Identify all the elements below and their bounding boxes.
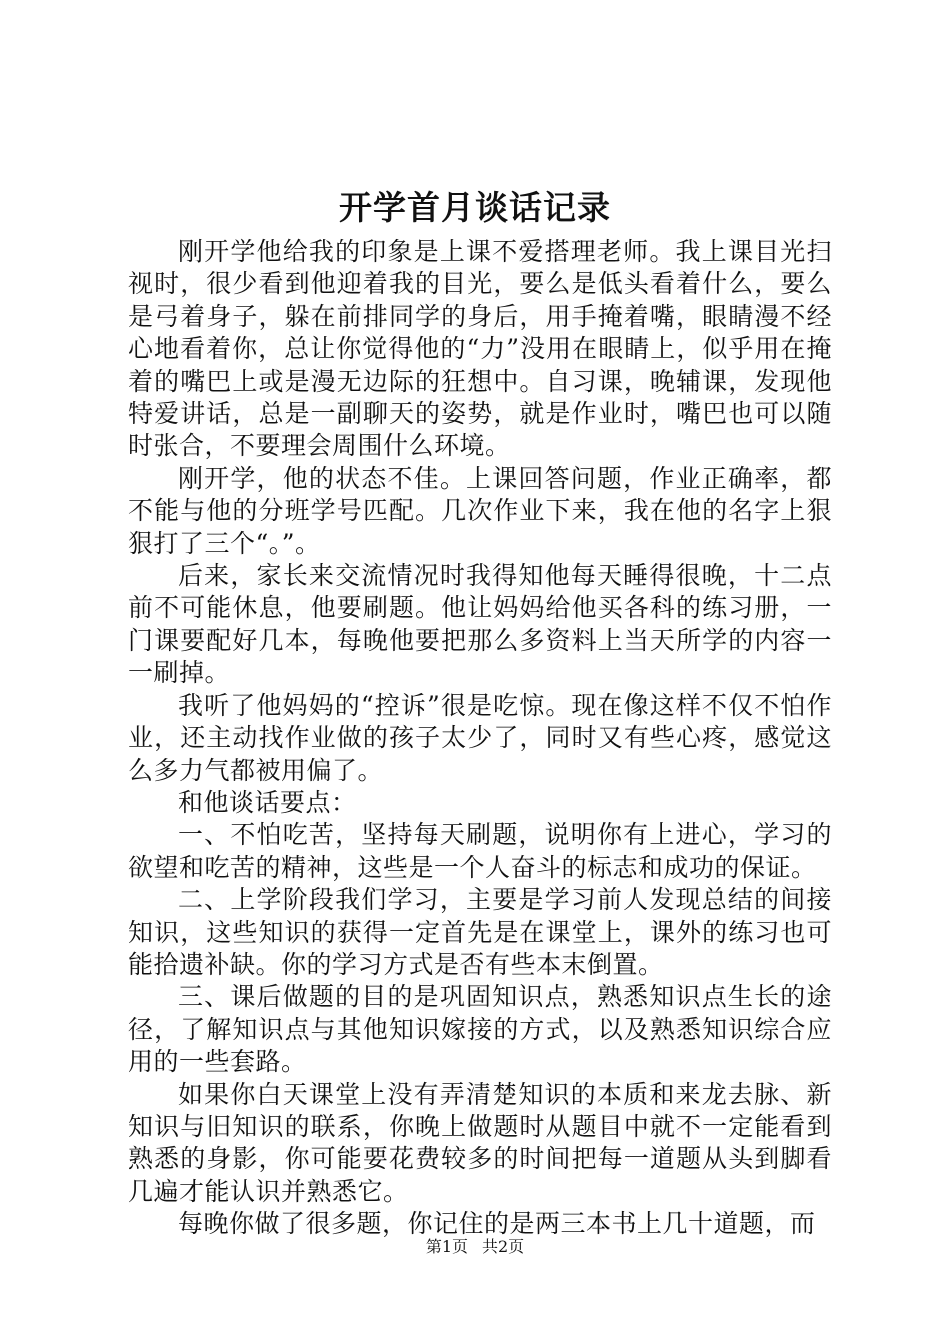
document-body: [128, 236, 832, 1241]
page-number: 第1页: [425, 1237, 468, 1256]
paragraph-7: 二、上学阶段我们学习，主要是学习前人发现总结的间接知识，这些知识的获得一定首先是在课堂上，课外的练习也可能拾遗补缺。你的学习方式是否有些本末倒置。: [128, 885, 832, 979]
paragraph-4: 我听了他妈妈的“控诉”很是吃惊。现在像这样不仅不怕作业，还主动找作业做的孩子太少了，同时又有些心疼，感觉这么多力气都被用偏了。: [128, 690, 832, 785]
paragraph-10: 每晚你做了很多题，你记住的是两三本书上几十道题，而: [178, 1209, 816, 1239]
paragraph-2: 刚开学，他的状态不佳。上课回答问题，作业正确率，都不能与他的分班学号匹配。几次作业下来，我在他的名字上狠狠打了三个“。”。: [128, 463, 832, 558]
paragraph-1: 刚开学他给我的印象是上课不爱搭理老师。我上课目光扫视时，很少看到他迎着我的目光，要么是低头看着什么，要么是弓着身子，躲在前排同学的身后，用手掩着嘴，眼睛漫不经心地看着你，总让你觉得他的“力”没用在眼睛上，似乎用在掩着的嘴巴上或是漫无边际的狂想中。自习课，晚辅课，发现他特爱讲话，总是一副聊天的姿势，就是作业时，嘴巴也可以随时张合，不要理会周围什么环境。: [128, 237, 832, 461]
page-footer: [0, 1236, 950, 1258]
page-total: 共2页: [482, 1237, 525, 1256]
paragraph-9: 如果你白天课堂上没有弄清楚知识的本质和来龙去脉、新知识与旧知识的联系，你晚上做题时从题目中就不一定能看到熟悉的身影，你可能要花费较多的时间把每一道题从头到脚看几遍才能认识并熟悉它。: [128, 1079, 832, 1206]
paragraph-6: 一、不怕吃苦，坚持每天刷题，说明你有上进心，学习的欲望和吃苦的精神，这些是一个人奋斗的标志和成功的保证。: [128, 820, 832, 882]
paragraph-5: 和他谈话要点：: [178, 787, 357, 817]
paragraph-8: 三、课后做题的目的是巩固知识点，熟悉知识点生长的途径，了解知识点与其他知识嫁接的方式，以及熟悉知识综合应用的一些套路。: [128, 982, 832, 1077]
document-title: 开学首月谈话记录: [339, 188, 611, 227]
paragraph-3: 后来，家长来交流情况时我得知他每天睡得很晚，十二点前不可能休息，他要刷题。他让妈妈给他买各科的练习册，一门课要配好几本，每晚他要把那么多资料上当天所学的内容一一刷掉。: [128, 561, 832, 688]
